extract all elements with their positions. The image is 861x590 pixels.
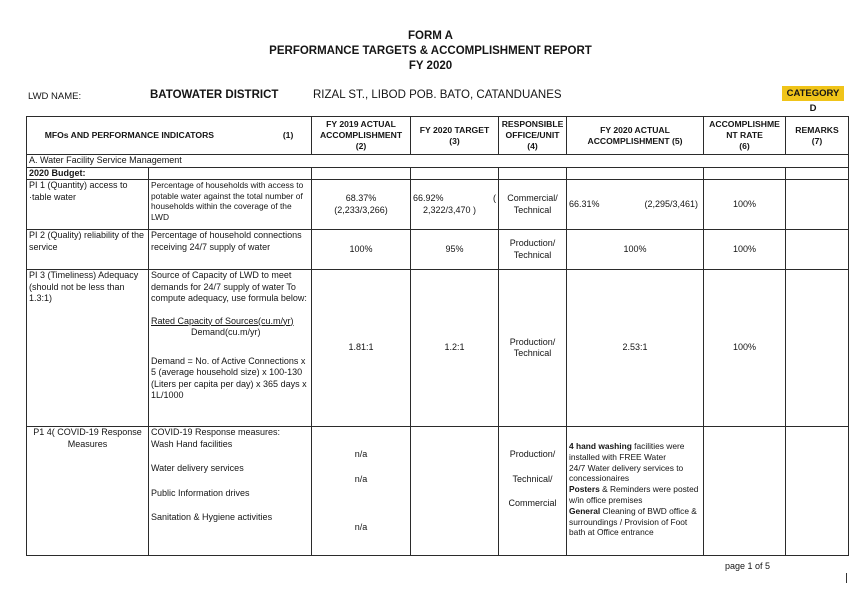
pi1-office: Commercial/ Technical [499, 180, 567, 230]
header-mfo-num: (1) [282, 130, 294, 140]
pi4-fy2019-2: n/a [354, 473, 368, 484]
pi4-item-public-info: Public Information drives [151, 487, 250, 498]
header-rate-text: ACCOMPLISHME NT RATE [709, 119, 780, 140]
header-office [499, 117, 567, 155]
pi4-name: P1 4( COVID-19 Response Measures [27, 427, 149, 556]
pi4-remarks [786, 427, 849, 556]
pi1-target-pct: 66.92% [413, 193, 444, 203]
pi2-rate: 100% [704, 230, 786, 270]
pi4-office-3: Commercial [508, 498, 557, 508]
pi2-remarks [786, 230, 849, 270]
pi1-name: PI 1 (Quantity) access to ·table water [27, 180, 149, 230]
section-title: A. Water Facility Service Management [27, 155, 849, 168]
pi2-target: 95% [411, 230, 499, 270]
pi4-office-2: Technical/ [512, 473, 553, 484]
form-label: FORM A [408, 30, 453, 42]
pi1-fy2019 [312, 180, 411, 230]
pi4-actual-2: 24/7 Water delivery services to concessionaires [569, 462, 684, 484]
header-actual [567, 117, 704, 155]
pi3-indicator-cell [149, 270, 312, 427]
pi4-item-wash-hand: Wash Hand facilities [151, 438, 233, 449]
pi4-heading: COVID-19 Response measures: [151, 427, 281, 437]
pi3-indicator: Source of Capacity of LWD to meet demands for 24/7 supply of water To compute adequacy, use formula below: [151, 270, 307, 303]
header-target [411, 117, 499, 155]
header-mfo [27, 117, 312, 155]
pi1-target-paren: ( [493, 193, 497, 203]
report-title: PERFORMANCE TARGETS & ACCOMPLISHMENT REPORT [269, 45, 592, 57]
report-year: FY 2020 [408, 60, 453, 72]
pi3-row [27, 270, 849, 427]
lwd-address: RIZAL ST., LIBOD POB. BATO, CATANDUANES [313, 89, 562, 101]
pi1-rate: 100% [704, 180, 786, 230]
budget-row [27, 167, 849, 180]
pi3-demand-formula: Demand = No. of Active Connections x 5 (average household size) x 100-130 (Liters per capita per day) x 365 days x 1L/1000 [151, 355, 307, 400]
header-target-num: (3) [449, 135, 460, 146]
header-actual-num: (5) [672, 135, 683, 146]
pi4-fy2019 [312, 427, 411, 556]
pi1-target [411, 180, 499, 230]
pi3-fy2019: 1.81:1 [312, 270, 411, 427]
pi1-target-ratio: 2,322/3,470 ) [423, 204, 477, 215]
budget-label: 2020 Budget: [27, 167, 149, 180]
pi2-fy2019: 100% [312, 230, 411, 270]
pi2-office: Production/ Technical [499, 230, 567, 270]
pi4-actual-4: Cleaning of BWD office & surroundings / Provision of Foot bath at Office entrance [569, 505, 697, 538]
pi4-actual-1-bold: 4 hand washing [569, 441, 632, 451]
pi4-item-water-delivery: Water delivery services [151, 463, 244, 473]
header-fy2019-num: (2) [355, 141, 367, 151]
pi4-office-1: Production/ [509, 449, 556, 459]
pi4-actual [567, 427, 704, 556]
pi1-actual-ratio: (2,295/3,461) [644, 198, 699, 209]
pi3-name: PI 3 (Timeliness) Adequacy (should not be less than 1.3:1) [27, 270, 149, 427]
header-fy2019-text: FY 2019 ACTUAL ACCOMPLISHMENT [319, 119, 403, 140]
pi2-indicator: Percentage of household connections receiving 24/7 supply of water [149, 230, 312, 270]
pi3-remarks [786, 270, 849, 427]
budget-empty-4 [499, 167, 567, 180]
header-target-text: FY 2020 TARGET [419, 124, 490, 135]
pi2-row [27, 230, 849, 270]
page-number: page 1 of 5 [725, 561, 771, 571]
budget-empty-3 [411, 167, 499, 180]
pi1-row [27, 180, 849, 230]
budget-empty-5 [567, 167, 704, 180]
pi2-name: PI 2 (Quality) reliability of the service [27, 230, 149, 270]
pi4-actual-3: & Reminders were posted w/in office premises [569, 484, 699, 505]
header-office-text: RESPONSIBLE OFFICE/UNIT [501, 119, 564, 140]
header-remarks [786, 117, 849, 155]
pi4-item-sanitation: Sanitation & Hygiene activities [151, 512, 273, 522]
header-office-num: (4) [527, 141, 538, 151]
pi3-formula-denominator: Demand(cu.m/yr) [191, 327, 261, 337]
header-mfo-text: MFOs AND PERFORMANCE INDICATORS [44, 130, 215, 140]
pi1-fy2019-ratio: (2,233/3,266) [334, 204, 388, 215]
pi3-office: Production/ Technical [499, 270, 567, 427]
header-fy2019 [312, 117, 411, 155]
pi3-actual: 2.53:1 [567, 270, 704, 427]
header-rate-num: (6) [739, 141, 750, 151]
section-row [27, 155, 849, 168]
performance-table [26, 116, 849, 556]
budget-empty-6 [704, 167, 786, 180]
header-remarks-text: REMARKS [795, 124, 839, 135]
pi2-actual: 100% [567, 230, 704, 270]
lwd-name: BATOWATER DISTRICT [150, 89, 279, 101]
pi4-actual-3-bold: Posters [569, 484, 600, 495]
pi4-actual-4-bold: General [569, 505, 601, 516]
pi1-indicator: Percentage of households with access to potable water against the total number of households within the coverage of the LWD [149, 180, 312, 230]
pi4-measures [149, 427, 312, 556]
header-actual-text: FY 2020 ACTUAL ACCOMPLISHMENT [587, 124, 670, 146]
pi4-target [411, 427, 499, 556]
pi1-fy2019-pct: 68.37% [345, 193, 377, 203]
pi4-office [499, 427, 567, 556]
header-row [27, 117, 849, 155]
budget-empty-2 [312, 167, 411, 180]
margin-mark [846, 573, 847, 583]
pi3-formula-numerator: Rated Capacity of Sources(cu.m/yr) [151, 315, 294, 326]
pi4-fy2019-1: n/a [354, 449, 368, 459]
pi4-rate [704, 427, 786, 556]
pi3-target: 1.2:1 [411, 270, 499, 427]
pi1-remarks [786, 180, 849, 230]
pi1-actual-pct: 66.31% [569, 198, 600, 209]
header-rate [704, 117, 786, 155]
pi4-fy2019-3: n/a [354, 522, 368, 532]
category-badge: CATEGORY D [782, 86, 844, 101]
pi1-actual [567, 180, 704, 230]
budget-empty-1 [149, 167, 312, 180]
pi4-row [27, 427, 849, 556]
lwd-name-label: LWD NAME: [28, 91, 82, 102]
pi3-rate: 100% [704, 270, 786, 427]
budget-empty-7 [786, 167, 849, 180]
header-remarks-num: (7) [811, 135, 823, 146]
pi4-actual-1: facilities were installed with FREE Water [569, 441, 685, 462]
